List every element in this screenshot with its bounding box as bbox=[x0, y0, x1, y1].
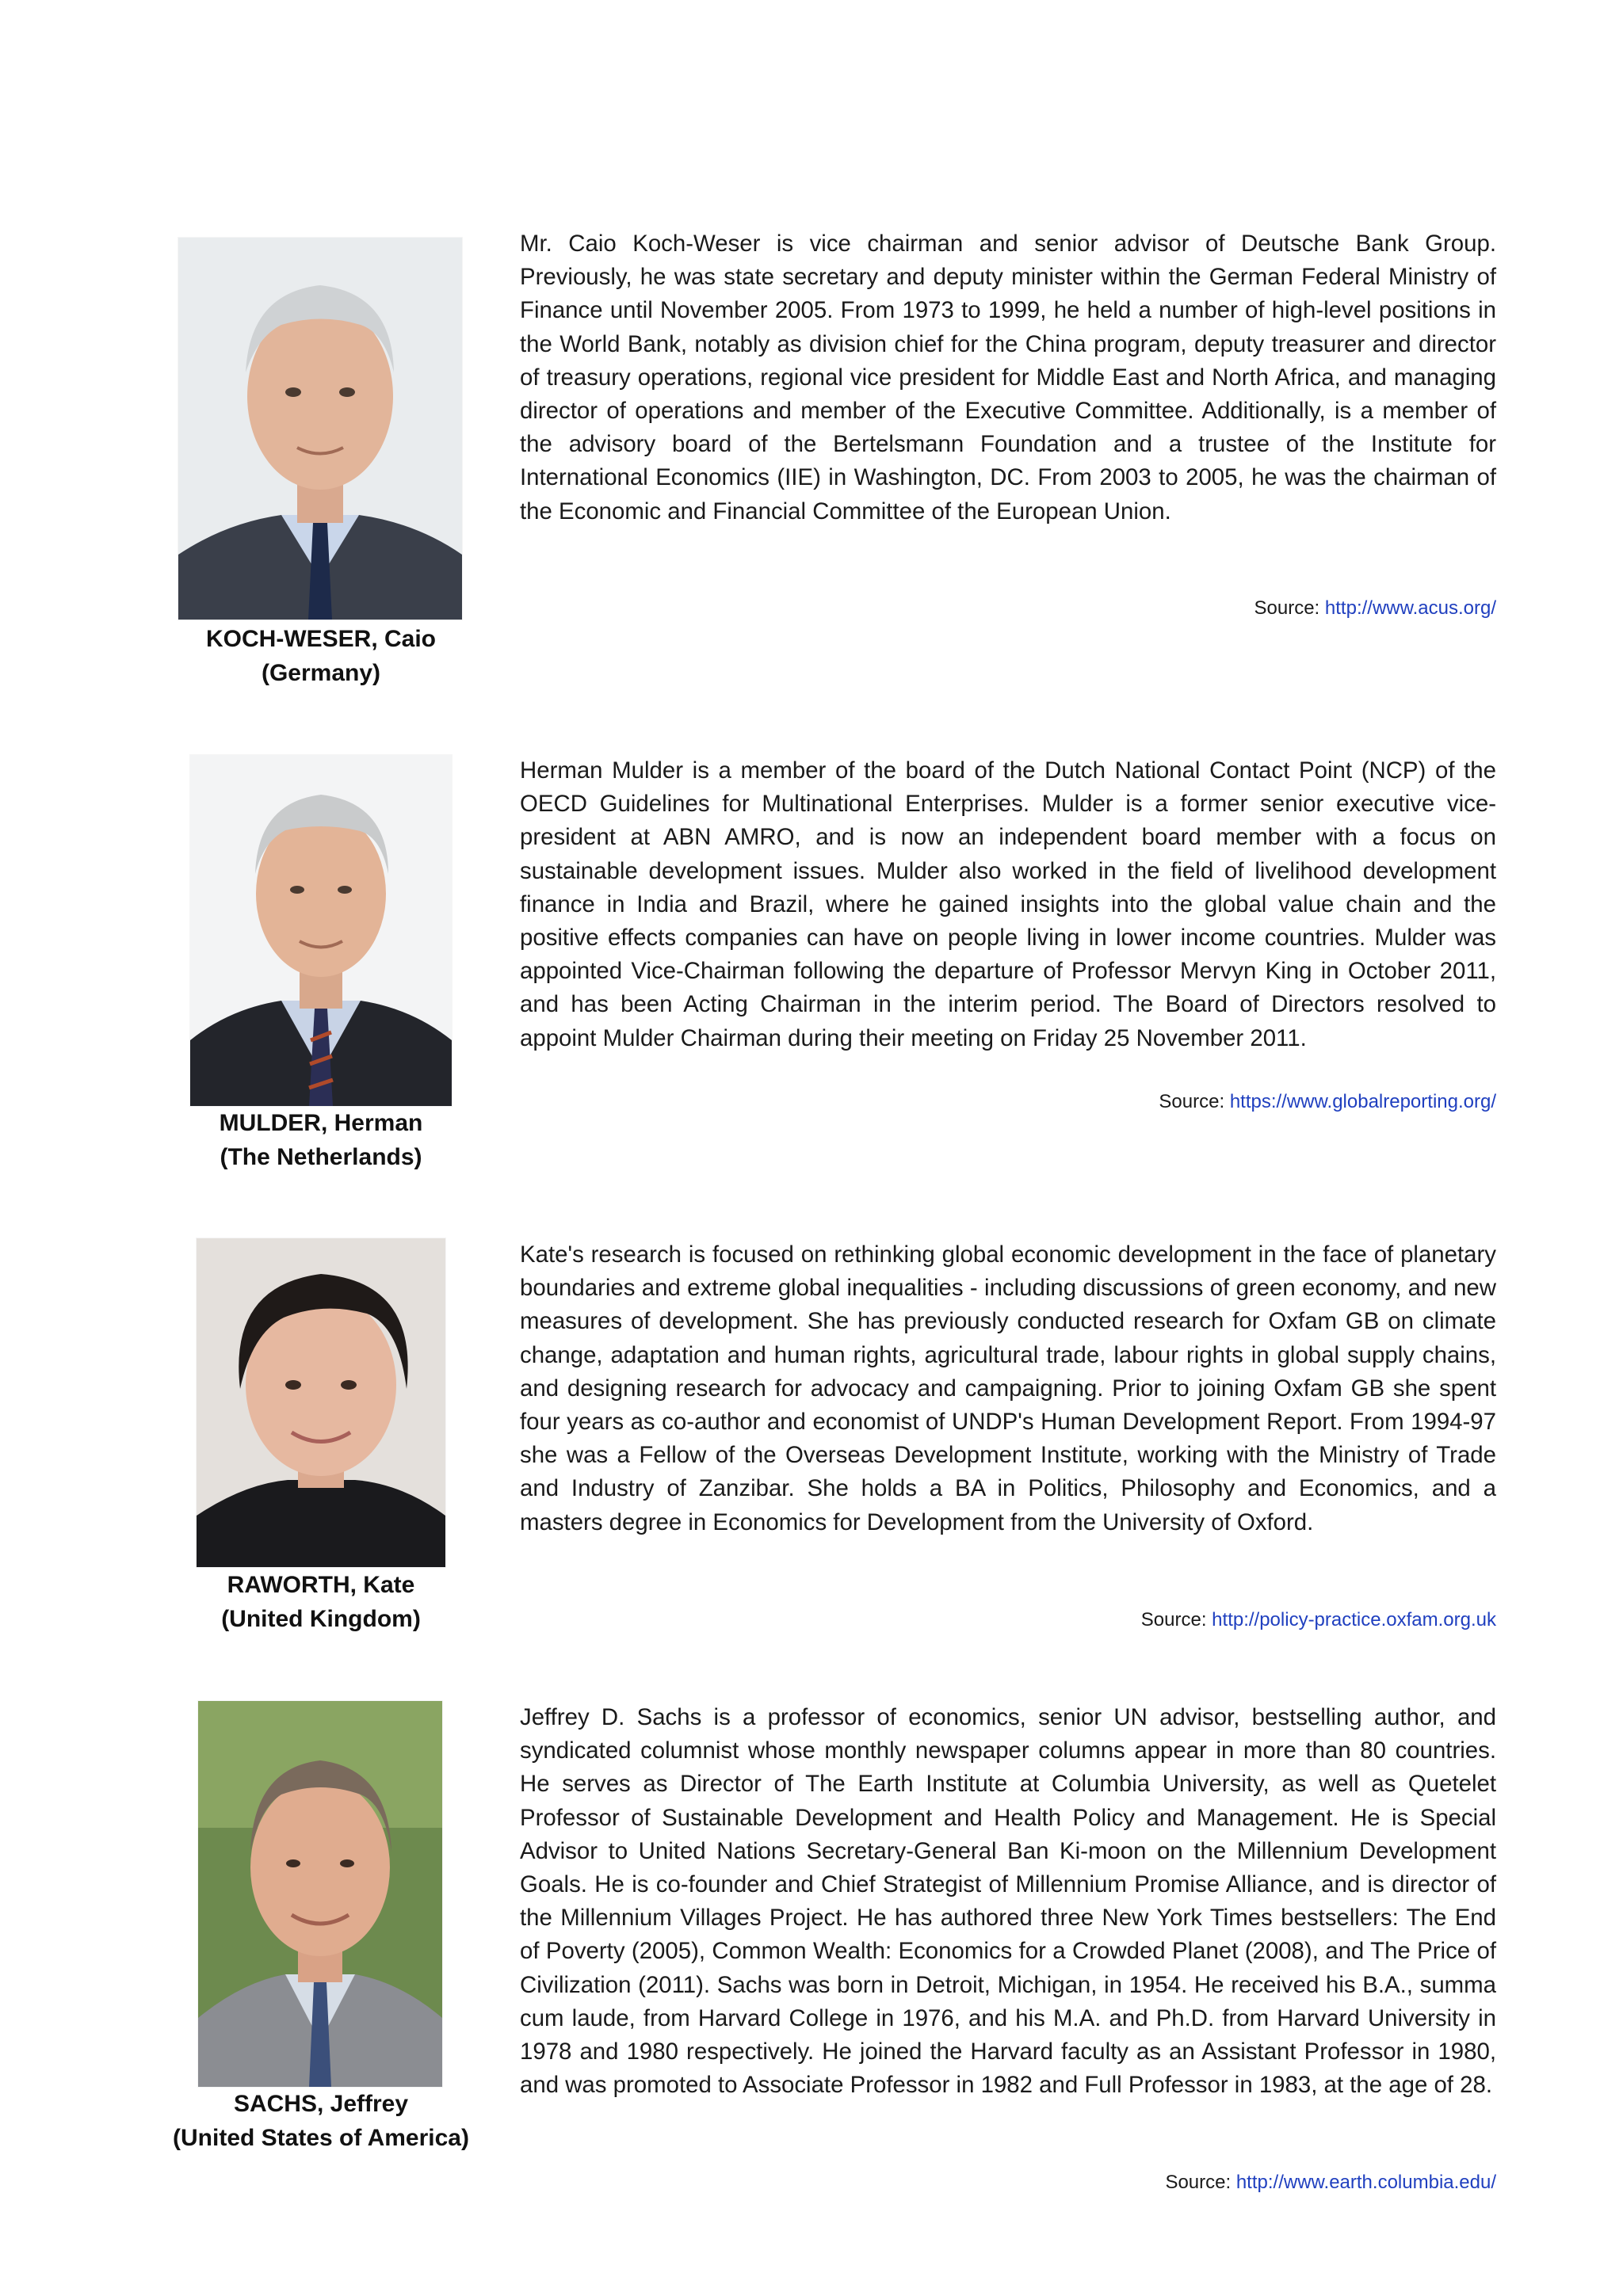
portrait-photo bbox=[190, 755, 452, 1106]
person-country: (The Netherlands) bbox=[220, 1144, 422, 1170]
person-name: MULDER, Herman bbox=[219, 1110, 423, 1136]
source-label: Source: bbox=[1159, 1091, 1225, 1112]
person-country: (United Kingdom) bbox=[221, 1606, 421, 1632]
source-label: Source: bbox=[1254, 597, 1320, 619]
source-link[interactable]: http://www.acus.org/ bbox=[1324, 597, 1496, 619]
person-name: RAWORTH, Kate bbox=[227, 1572, 415, 1598]
person-bio: Mr. Caio Koch-Weser is vice chairman and senior advisor of Deutsche Bank Group. Previously, he was state secretary and deputy minister within the German Federal Ministry of Finance until November 2005. From 1973 to 1999, he held a number of high-level positions in the World Bank, notably as division chief for the China program, deputy treasurer and director of treasury operations, regional vice president for Middle East and North Africa, and managing director of operations and member of the Executive Committee. Additionally, is a member of the advisory board of the Bertelsmann Foundation and a trustee of the Institute for International Economics (IIE) in Washington, DC. From 2003 to 2005, he was the chairman of the Economic and Financial Committee of the European Union. bbox=[520, 231, 1496, 524]
profile-caption bbox=[135, 622, 507, 690]
source-line bbox=[1159, 1090, 1496, 1114]
person-country: (United States of America) bbox=[173, 2125, 469, 2151]
person-bio: Jeffrey D. Sachs is a professor of economics, senior UN advisor, bestselling author, and syndicated columnist whose monthly newspaper columns appear in more than 80 countries. He serves as Director of The Earth Institute at Columbia University, as well as Quetelet Professor of Sustainable Development and Health Policy and Management. He is Special Advisor to United Nations Secretary-General Ban Ki-moon on the Millennium Development Goals. He is co-founder and Chief Strategist of Millennium Promise Alliance, and is director of the Millennium Villages Project. He has authored three New York Times bestsellers: The End of Poverty (2005), Common Wealth: Economics for a Crowded Planet (2008), and The Price of Civilization (2011). Sachs was born in Detroit, Michigan, in 1954. He received his B.A., summa cum laude, from Harvard College in 1976, and his M.A. and Ph.D. from Harvard University in 1978 and 1980 respectively. He joined the Harvard faculty as an Assistant Professor in 1980, and was promoted to Associate Professor in 1982 and Full Professor in 1983, at the age of 28. bbox=[520, 1704, 1496, 2099]
source-link[interactable]: https://www.globalreporting.org/ bbox=[1229, 1091, 1496, 1112]
portrait-photo bbox=[198, 1701, 442, 2087]
source-label: Source: bbox=[1140, 1609, 1207, 1630]
person-bio: Herman Mulder is a member of the board of the Dutch National Contact Point (NCP) of the OECD Guidelines for Multinational Enterprises. Mulder is a former senior executive vice-president at ABN AMRO, and is now an independent board member with a focus on sustainable development issues. Mulder also worked in the field of livelihood development finance in India and Brazil, where he gained insights into the global value chain and the positive effects companies can have on people living in lower income countries. Mulder was appointed Vice-Chairman following the departure of Professor Mervyn King in October 2011, and has been Acting Chairman in the interim period. The Board of Directors resolved to appoint Mulder Chairman during their meeting on Friday 25 November 2011. bbox=[520, 757, 1496, 1051]
profile-caption bbox=[135, 1106, 507, 1174]
source-line bbox=[1141, 1608, 1496, 1632]
portrait-photo bbox=[178, 238, 462, 620]
source-link[interactable]: http://policy-practice.oxfam.org.uk bbox=[1212, 1609, 1496, 1630]
person-name: KOCH-WESER, Caio bbox=[205, 626, 436, 652]
source-line bbox=[1254, 597, 1496, 620]
source-label: Source: bbox=[1165, 2172, 1232, 2193]
person-country: (Germany) bbox=[261, 660, 381, 686]
person-name: SACHS, Jeffrey bbox=[233, 2091, 409, 2117]
profile-caption bbox=[135, 1568, 507, 1636]
source-line bbox=[1165, 2171, 1496, 2195]
profile-caption bbox=[135, 2087, 507, 2155]
source-link[interactable]: http://www.earth.columbia.edu/ bbox=[1235, 2172, 1496, 2193]
person-bio: Kate's research is focused on rethinking global economic development in the face of planetary boundaries and extreme global inequalities - including discussions of green economy, and new measures of development. She has previously conducted research for Oxfam GB on climate change, adaptation and human rights, agricultural trade, labour rights in global supply chains, and designing research for advocacy and campaigning. Prior to joining Oxfam GB she spent four years as co-author and economist of UNDP's Human Development Report. From 1994-97 she was a Fellow of the Overseas Development Institute, working with the Ministry of Trade and Industry of Zanzibar. She holds a BA in Politics, Philosophy and Economics, and a masters degree in Economics for Development from the University of Oxford. bbox=[520, 1241, 1496, 1535]
portrait-photo bbox=[197, 1238, 445, 1567]
